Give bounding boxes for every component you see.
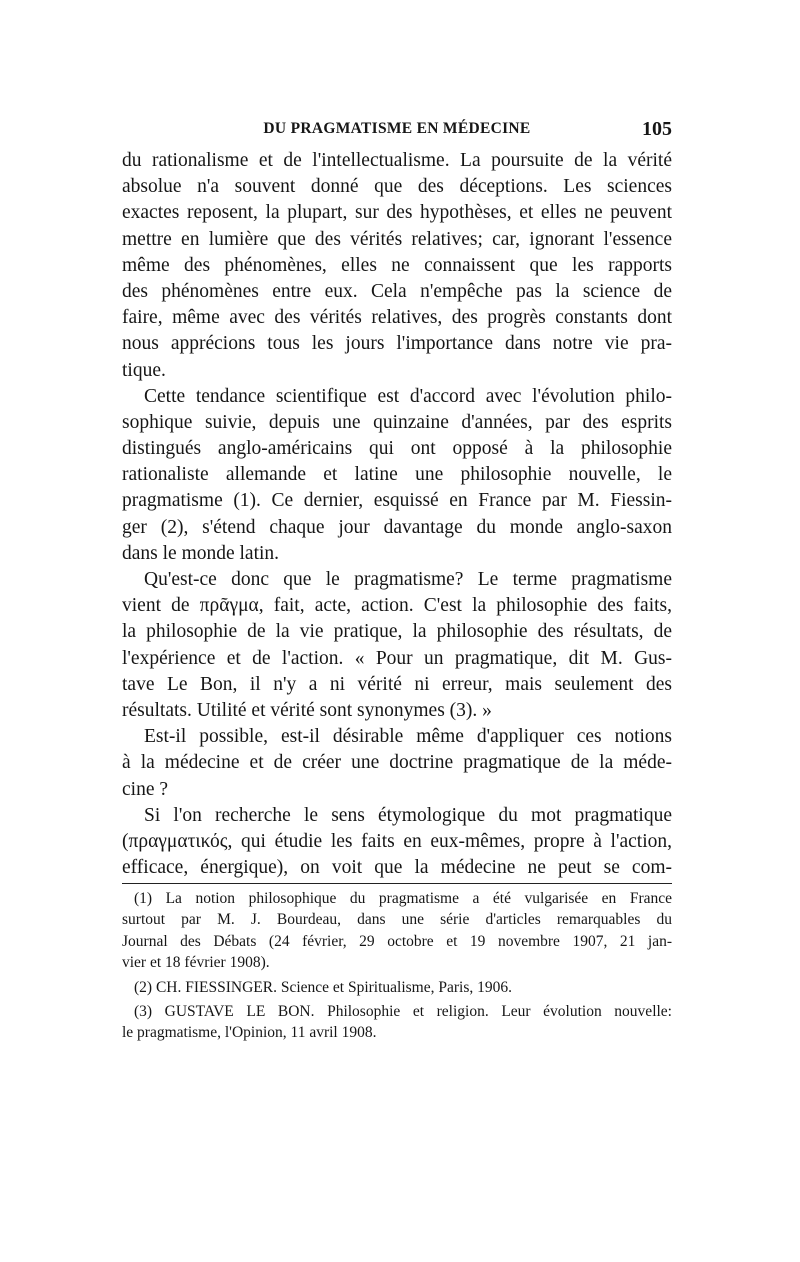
body-line: (πραγματικός, qui étudie les faits en eux-mêmes, propre à l'action,	[122, 830, 672, 852]
paragraph-start-line: Qu'est-ce donc que le pragmatisme? Le terme pragmatisme	[144, 569, 672, 590]
footnote-1-line: Journal des Débats (24 février, 29 octobre et 19 novembre 1907, 21 jan-	[122, 932, 672, 950]
footnote-3-line: (3) GUSTAVE LE BON. Philosophie et religion. Leur évolution nouvelle:	[134, 1002, 672, 1020]
body-line: efficace, énergique), on voit que la médecine ne peut se com-	[122, 857, 672, 879]
body-line: même des phénomènes, elles ne connaissent que les rapports	[122, 254, 672, 276]
body-line: la philosophie de la vie pratique, la philosophie des résultats, de	[122, 621, 672, 643]
paragraph-start-line: Si l'on recherche le sens étymologique du mot pragmatique	[144, 804, 672, 826]
body-line: exactes reposent, la plupart, sur des hypothèses, et elles ne peuvent	[122, 202, 672, 224]
footnote-2: (2) CH. FIESSINGER. Science et Spiritualisme, Paris, 1906.	[134, 978, 512, 996]
body-line: à la médecine et de créer une doctrine pragmatique de la méde-	[122, 752, 672, 774]
body-line: tave Le Bon, il n'y a ni vérité ni erreur, mais seulement des	[122, 673, 672, 695]
body-line: rationaliste allemande et latine une philosophie nouvelle, le	[122, 464, 672, 486]
body-line: cine ?	[122, 778, 169, 800]
body-line: tique.	[122, 359, 166, 381]
body-line: des phénomènes entre eux. Cela n'empêche pas la science de	[122, 280, 672, 302]
body-line: du rationalisme et de l'intellectualisme. La poursuite de la vérité	[122, 150, 672, 171]
body-line: ger (2), s'étend chaque jour davantage du monde anglo-saxon	[122, 516, 672, 538]
body-line: résultats. Utilité et vérité sont synonymes (3). »	[122, 699, 492, 721]
footnotes	[122, 888, 672, 1044]
body-line: l'expérience et de l'action. « Pour un pragmatique, dit M. Gus-	[122, 647, 672, 669]
running-title: DU PRAGMATISME EN MÉDECINE	[263, 120, 531, 137]
body-line: mettre en lumière que des vérités relatives; car, ignorant l'essence	[122, 228, 672, 250]
running-head	[122, 114, 672, 144]
page-number: 105	[642, 118, 672, 140]
footnote-1-line: (1) La notion philosophique du pragmatisme a été vulgarisée en France	[134, 890, 672, 907]
body-line: sophique suivie, depuis une quinzaine d'années, par des esprits	[122, 411, 672, 433]
body-line: vient de πρᾶγμα, fait, acte, action. C'est la philosophie des faits,	[122, 595, 672, 617]
footnote-rule	[122, 883, 672, 884]
body-line: distingués anglo-américains qui ont opposé à la philosophie	[122, 438, 672, 460]
body-text	[122, 148, 672, 881]
footnote-3-line: le pragmatisme, l'Opinion, 11 avril 1908.	[122, 1024, 377, 1042]
body-line: absolue n'a souvent donné que des déceptions. Les sciences	[122, 176, 672, 198]
body-line: faire, même avec des vérités relatives, des progrès constants dont	[122, 307, 672, 329]
paragraph-start-line: Est-il possible, est-il désirable même d'appliquer ces notions	[144, 726, 672, 748]
paragraph-start-line: Cette tendance scientifique est d'accord avec l'évolution philo-	[144, 385, 672, 407]
body-line: pragmatisme (1). Ce dernier, esquissé en France par M. Fiessin-	[122, 490, 672, 512]
footnote-1-line: vier et 18 février 1908).	[122, 954, 270, 972]
body-line: nous apprécions tous les jours l'importance dans notre vie pra-	[122, 333, 672, 355]
footnote-1-line: surtout par M. J. Bourdeau, dans une série d'articles remarquables du	[122, 911, 672, 929]
body-line: dans le monde latin.	[122, 542, 280, 564]
